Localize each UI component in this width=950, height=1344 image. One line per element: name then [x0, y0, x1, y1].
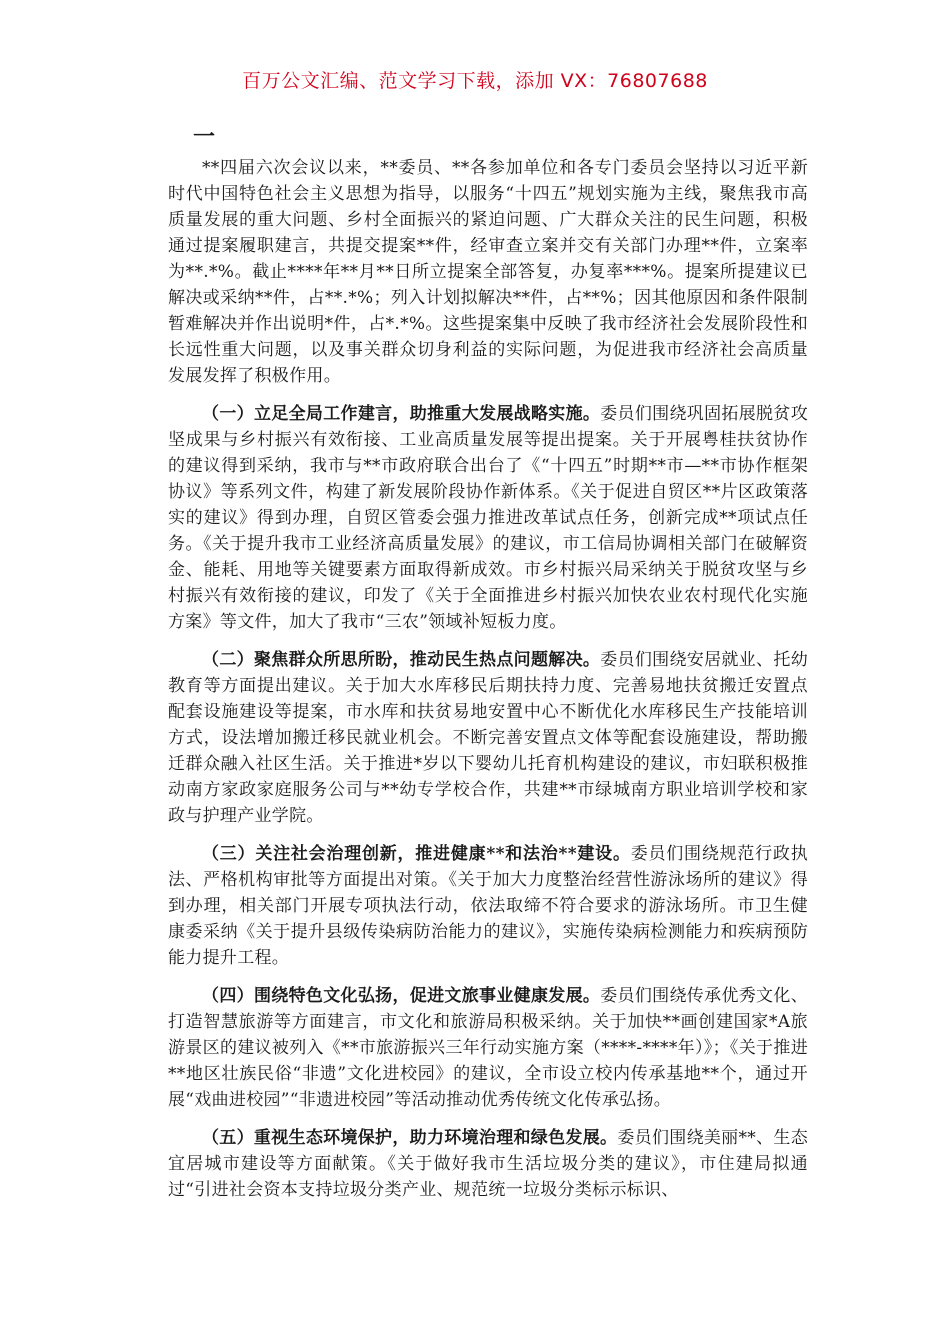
intro-paragraph: **四届六次会议以来，**委员、**各参加单位和各专门委员会坚持以习近平新时代中国特色社会主义思想为指导，以服务“十四五”规划实施为主线，聚焦我市高质量发展的重大问题、乡村全面振兴的紧迫问题、广大群众关注的民生问题，积极通过提案履职建言，共提交提案**件，经审查立案并交有关部门办理**件，立案率为**.*%。截止****年**月**日所立提案全部答复，办复率***%。提案所提建议已解决或采纳**件，占**.*%；列入计划拟解决**件，占**%；因其他原因和条件限制暂难解决并作出说明*件，占*.*%。这些提案集中反映了我市经济社会发展阶段性和长远性重大问题，以及事关群众切身利益的实际问题，为促进我市经济社会高质量发展发挥了积极作用。 — [168, 158, 808, 386]
section-heading: （五）重视生态环境保护，助力环境治理和绿色发展。 — [202, 1128, 618, 1148]
section-heading: （四）围绕特色文化弘扬，促进文旅事业健康发展。 — [202, 986, 601, 1006]
section-body: 委员们围绕巩固拓展脱贫攻坚成果与乡村振兴有效衔接、工业高质量发展等提出提案。关于开展粤桂扶贫协作的建议得到采纳，我市与**市政府联合出台了《“十四五”时期**市—**市协作框架协议》等系列文件，构建了新发展阶段协作新体系。《关于促进自贸区**片区政策落实的建议》得到办理，自贸区管委会强力推进改革试点任务，创新完成**项试点任务。《关于提升我市工业经济高质量发展》的建议，市工信局协调相关部门在破解资金、能耗、用地等关键要素方面取得新成效。市乡村振兴局采纳关于脱贫攻坚与乡村振兴有效衔接的建议，印发了《关于全面推进乡村振兴加快农业农村现代化实施方案》等文件，加大了我市“三农”领域补短板力度。 — [168, 404, 808, 632]
section-heading: （二）聚焦群众所思所盼，推动民生热点问题解决。 — [202, 650, 601, 670]
section-body: 委员们围绕规范行政执法、严格机构审批等方面提出对策。《关于加大力度整治经营性游泳场所的建议》得到办理，相关部门开展专项执法行动，依法取缔不符合要求的游泳场所。市卫生健康委采纳《关于提升县级传染病防治能力的建议》，实施传染病检测能力和疾病预防能力提升工程。 — [168, 844, 808, 968]
document-body — [168, 155, 808, 1215]
section-paragraph — [168, 1125, 808, 1203]
section-body: 委员们围绕传承优秀文化、打造智慧旅游等方面建言，市文化和旅游局积极采纳。关于加快**画创建国家*A旅游景区的建议被列入《**市旅游振兴三年行动实施方案（****-****年）》；《关于推进**地区壮族民俗“非遗”文化进校园》的建议，全市设立校内传承基地**个，通过开展“戏曲进校园”“非遗进校园”等活动推动优秀传统文化传承弘扬。 — [168, 986, 808, 1110]
section-body: 委员们围绕安居就业、托幼教育等方面提出建议。关于加大水库移民后期扶持力度、完善易地扶贫搬迁安置点配套设施建设等提案，市水库和扶贫易地安置中心不断优化水库移民生产技能培训方式，设法增加搬迁移民就业机会。不断完善安置点文体等配套设施建设，帮助搬迁群众融入社区生活。关于推进*岁以下婴幼儿托育机构建设的建议，市妇联积极推动南方家政家庭服务公司与**幼专学校合作，共建**市绿城南方职业培训学校和家政与护理产业学院。 — [168, 650, 808, 826]
section-heading: （一）立足全局工作建言，助推重大发展战略实施。 — [202, 404, 601, 424]
section-paragraph — [168, 401, 808, 635]
section-paragraph — [168, 983, 808, 1113]
section-mark: 一 — [193, 124, 216, 150]
section-heading: （三）关注社会治理创新，推进健康**和法治**建设。 — [202, 844, 631, 864]
header-banner: 百万公文汇编、范文学习下载，添加 VX：76807688 — [242, 70, 708, 92]
section-paragraph — [168, 841, 808, 971]
section-paragraph — [168, 647, 808, 829]
section-body: 委员们围绕美丽**、生态宜居城市建设等方面献策。《关于做好我市生活垃圾分类的建议》，市住建局拟通过“引进社会资本支持垃圾分类产业、规范统一垃圾分类标示标识、 — [168, 1128, 808, 1200]
